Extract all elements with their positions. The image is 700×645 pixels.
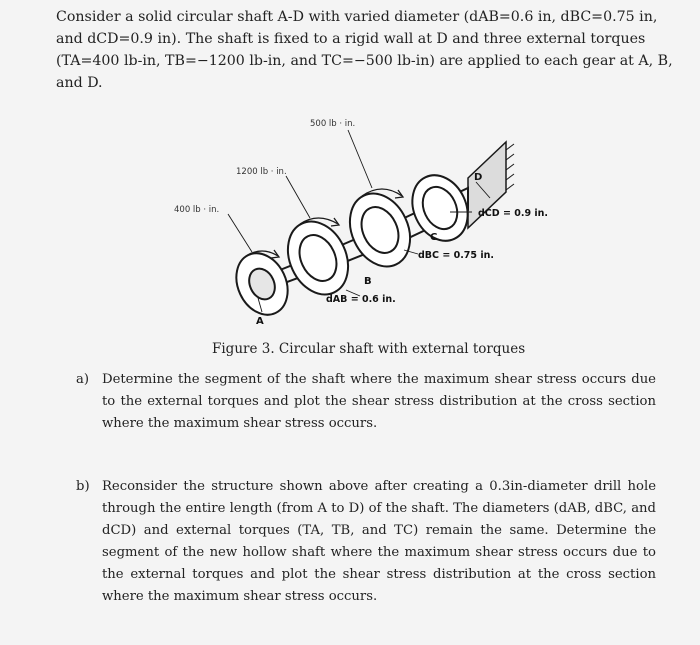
gear-c <box>402 166 478 250</box>
wall-hatching <box>506 144 514 190</box>
shaft-drawing <box>150 100 570 340</box>
dcd-label: dCD = 0.9 in. <box>478 208 548 219</box>
question-a <box>76 369 656 435</box>
point-d-label: D <box>474 172 483 183</box>
shaft-figure <box>150 100 570 340</box>
question-b <box>76 476 656 608</box>
dab-label: dAB = 0.6 in. <box>326 294 396 305</box>
dbc-label: dBC = 0.75 in. <box>418 250 494 261</box>
point-b-label: B <box>364 276 372 287</box>
question-a-label: a) <box>76 372 90 387</box>
torque-label-500: 500 lb · in. <box>310 119 356 129</box>
torque-label-400: 400 lb · in. <box>174 205 220 215</box>
figure-caption: Figure 3. Circular shaft with external torques <box>212 341 526 357</box>
point-c-label: C <box>430 232 438 243</box>
torque-label-1200: 1200 lb · in. <box>236 167 287 177</box>
question-a-text: Determine the segment of the shaft where the maximum shear stress occurs due to the external torques and plot the shear stress distribution at the cross section where the maximum shear stress occurs. <box>102 372 656 431</box>
problem-statement: Consider a solid circular shaft A-D with varied diameter (dAB=0.6 in, dBC=0.75 in, and dCD=0.9 in). The shaft is fixed to a rigid wall at D and three external torques (TA=400 lb-in, TB=−1200 lb-in, and TC=−500 lb-in) are applied to each gear at A, B, and D. <box>56 9 673 91</box>
question-b-label: b) <box>76 479 90 494</box>
gear-top <box>339 184 422 277</box>
point-a-label: A <box>256 316 264 327</box>
question-b-text: Reconsider the structure shown above after creating a 0.3in-diameter drill hole through the entire length (from A to D) of the shaft. The diameters (dAB, dBC, and dCD) and external torques (TA, TB, and TC) remain the same. Determine the segment of the new hollow shaft where the maximum shear stress occurs due to the external torques and plot the shear stress distribution at the cross section where the maximum shear stress occurs. <box>102 479 656 604</box>
